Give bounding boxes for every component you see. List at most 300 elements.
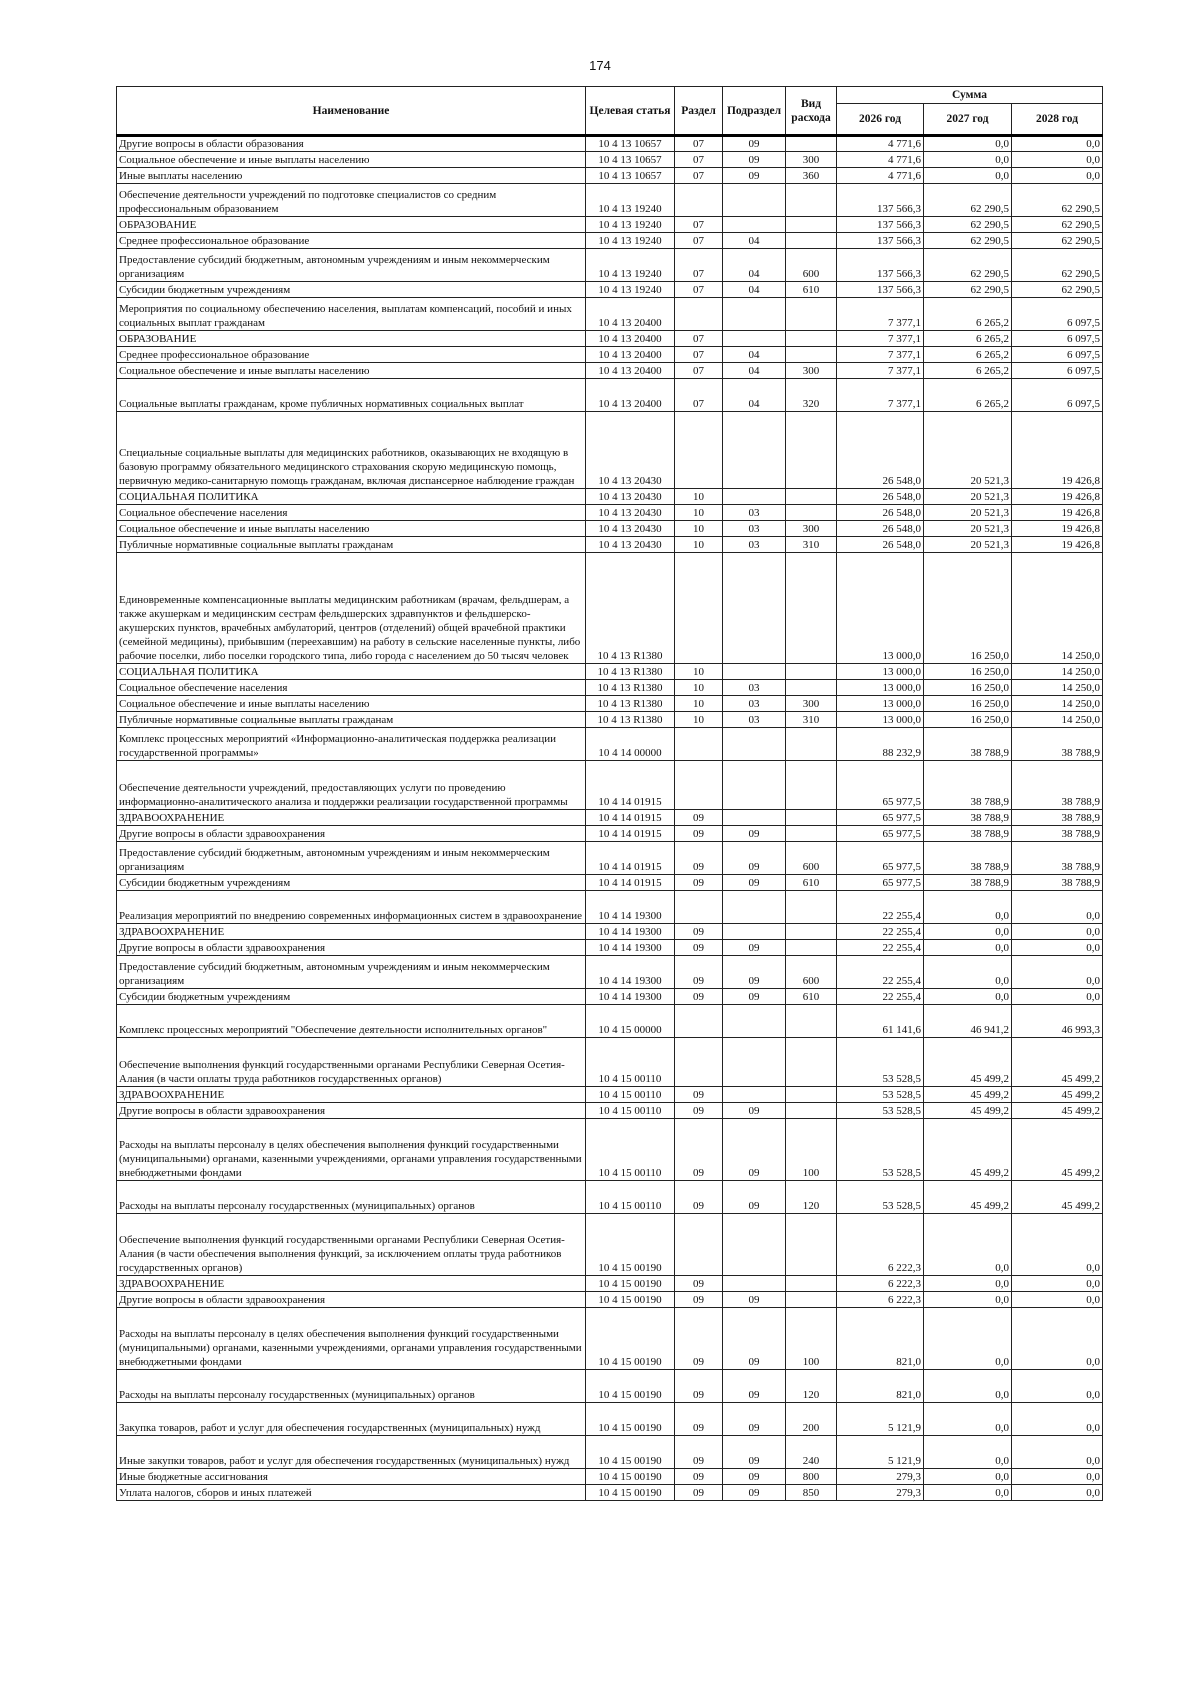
cell-sub: 09	[723, 989, 786, 1005]
table-row	[117, 217, 1103, 233]
cell-v27: 45 499,2	[924, 1119, 1012, 1181]
cell-sub	[723, 761, 786, 810]
cell-v27: 0,0	[924, 168, 1012, 184]
table-row	[117, 1119, 1103, 1181]
cell-typ	[786, 924, 837, 940]
cell-sub	[723, 1087, 786, 1103]
table-row	[117, 1181, 1103, 1214]
cell-v26: 13 000,0	[837, 553, 924, 664]
cell-v26: 5 121,9	[837, 1436, 924, 1469]
cell-sub: 09	[723, 152, 786, 168]
table-row	[117, 712, 1103, 728]
table-row	[117, 233, 1103, 249]
cell-v26: 821,0	[837, 1308, 924, 1370]
cell-v26: 4 771,6	[837, 168, 924, 184]
cell-v27: 0,0	[924, 989, 1012, 1005]
cell-v27: 0,0	[924, 1308, 1012, 1370]
cell-sub: 03	[723, 696, 786, 712]
cell-name: ОБРАЗОВАНИЕ	[117, 331, 586, 347]
cell-code: 10 4 15 00110	[586, 1038, 675, 1087]
cell-v28: 62 290,5	[1012, 233, 1103, 249]
cell-v27: 62 290,5	[924, 249, 1012, 282]
cell-code: 10 4 13 20400	[586, 298, 675, 331]
cell-sec: 09	[675, 1103, 723, 1119]
cell-v28: 45 499,2	[1012, 1181, 1103, 1214]
cell-sub: 09	[723, 1370, 786, 1403]
table-row	[117, 1370, 1103, 1403]
cell-code: 10 4 14 01915	[586, 761, 675, 810]
cell-typ	[786, 412, 837, 489]
table-row	[117, 331, 1103, 347]
cell-name: Социальное обеспечение населения	[117, 505, 586, 521]
cell-code: 10 4 13 10657	[586, 152, 675, 168]
cell-v26: 26 548,0	[837, 521, 924, 537]
cell-typ	[786, 664, 837, 680]
table-row	[117, 956, 1103, 989]
cell-typ	[786, 728, 837, 761]
cell-v28: 6 097,5	[1012, 347, 1103, 363]
cell-code: 10 4 13 19240	[586, 282, 675, 298]
cell-v27: 6 265,2	[924, 331, 1012, 347]
cell-typ	[786, 331, 837, 347]
table-row	[117, 1436, 1103, 1469]
cell-v27: 16 250,0	[924, 553, 1012, 664]
cell-v27: 20 521,3	[924, 537, 1012, 553]
cell-name: Публичные нормативные социальные выплаты гражданам	[117, 537, 586, 553]
cell-v28: 0,0	[1012, 1308, 1103, 1370]
cell-v27: 0,0	[924, 152, 1012, 168]
table-header	[117, 87, 1103, 136]
header-2028: 2028 год	[1012, 104, 1103, 136]
cell-sec: 09	[675, 989, 723, 1005]
cell-sub: 09	[723, 826, 786, 842]
cell-v28: 45 499,2	[1012, 1119, 1103, 1181]
cell-sec: 09	[675, 1403, 723, 1436]
cell-typ	[786, 810, 837, 826]
cell-sec: 07	[675, 282, 723, 298]
cell-v27: 62 290,5	[924, 282, 1012, 298]
cell-v26: 5 121,9	[837, 1403, 924, 1436]
table-row	[117, 875, 1103, 891]
cell-sub	[723, 184, 786, 217]
cell-code: 10 4 13 R1380	[586, 664, 675, 680]
cell-name: Расходы на выплаты персоналу государственных (муниципальных) органов	[117, 1370, 586, 1403]
cell-v26: 13 000,0	[837, 680, 924, 696]
cell-name: Иные закупки товаров, работ и услуг для обеспечения государственных (муниципальных) нужд	[117, 1436, 586, 1469]
cell-v26: 13 000,0	[837, 664, 924, 680]
cell-v27: 6 265,2	[924, 347, 1012, 363]
cell-v28: 0,0	[1012, 1214, 1103, 1276]
cell-code: 10 4 15 00110	[586, 1181, 675, 1214]
cell-code: 10 4 13 20430	[586, 521, 675, 537]
cell-typ: 600	[786, 956, 837, 989]
cell-v26: 137 566,3	[837, 217, 924, 233]
cell-sec	[675, 761, 723, 810]
cell-typ	[786, 1103, 837, 1119]
cell-v26: 88 232,9	[837, 728, 924, 761]
cell-sec	[675, 728, 723, 761]
cell-code: 10 4 13 20400	[586, 363, 675, 379]
cell-code: 10 4 14 19300	[586, 989, 675, 1005]
cell-sec	[675, 891, 723, 924]
cell-sub: 09	[723, 168, 786, 184]
cell-name: Закупка товаров, работ и услуг для обеспечения государственных (муниципальных) нужд	[117, 1403, 586, 1436]
cell-name: Другие вопросы в области здравоохранения	[117, 1292, 586, 1308]
cell-v27: 0,0	[924, 1276, 1012, 1292]
cell-sub: 09	[723, 1308, 786, 1370]
cell-v27: 6 265,2	[924, 363, 1012, 379]
table-row	[117, 1005, 1103, 1038]
cell-v26: 65 977,5	[837, 826, 924, 842]
cell-sub	[723, 728, 786, 761]
cell-v27: 0,0	[924, 1292, 1012, 1308]
header-sum: Сумма	[837, 87, 1103, 104]
cell-code: 10 4 15 00190	[586, 1485, 675, 1501]
cell-name: ЗДРАВООХРАНЕНИЕ	[117, 810, 586, 826]
cell-v28: 38 788,9	[1012, 728, 1103, 761]
cell-v28: 0,0	[1012, 152, 1103, 168]
cell-sec	[675, 553, 723, 664]
cell-sub: 09	[723, 136, 786, 152]
table-row	[117, 1485, 1103, 1501]
cell-name: Комплекс процессных мероприятий "Обеспечение деятельности исполнительных органов"	[117, 1005, 586, 1038]
cell-v27: 0,0	[924, 1469, 1012, 1485]
cell-v26: 61 141,6	[837, 1005, 924, 1038]
cell-v28: 19 426,8	[1012, 505, 1103, 521]
cell-v28: 38 788,9	[1012, 842, 1103, 875]
cell-v27: 46 941,2	[924, 1005, 1012, 1038]
cell-name: Среднее профессиональное образование	[117, 233, 586, 249]
cell-sub: 09	[723, 1403, 786, 1436]
cell-v27: 20 521,3	[924, 521, 1012, 537]
cell-sec: 07	[675, 249, 723, 282]
table-row	[117, 347, 1103, 363]
cell-sec: 07	[675, 347, 723, 363]
cell-name: Обеспечение выполнения функций государственными органами Республики Северная Осетия-Алания (в части обеспечения выполнения функций, за исключением оплаты труда работников государственных органов)	[117, 1214, 586, 1276]
cell-code: 10 4 14 19300	[586, 940, 675, 956]
cell-code: 10 4 13 20430	[586, 489, 675, 505]
cell-v28: 45 499,2	[1012, 1038, 1103, 1087]
cell-typ: 200	[786, 1403, 837, 1436]
cell-typ: 610	[786, 282, 837, 298]
cell-code: 10 4 15 00190	[586, 1308, 675, 1370]
cell-sub: 09	[723, 842, 786, 875]
cell-sec: 10	[675, 505, 723, 521]
cell-code: 10 4 15 00190	[586, 1276, 675, 1292]
table-row	[117, 249, 1103, 282]
cell-v28: 0,0	[1012, 1292, 1103, 1308]
cell-typ: 600	[786, 249, 837, 282]
cell-v27: 62 290,5	[924, 233, 1012, 249]
cell-v26: 7 377,1	[837, 363, 924, 379]
cell-name: Предоставление субсидий бюджетным, автономным учреждениям и иным некоммерческим организациям	[117, 956, 586, 989]
cell-code: 10 4 14 19300	[586, 924, 675, 940]
table-row	[117, 363, 1103, 379]
cell-v27: 0,0	[924, 1370, 1012, 1403]
page-number: 174	[589, 58, 611, 73]
cell-v28: 6 097,5	[1012, 379, 1103, 412]
cell-v26: 7 377,1	[837, 331, 924, 347]
cell-sub: 09	[723, 1436, 786, 1469]
cell-name: Обеспечение выполнения функций государственными органами Республики Северная Осетия-Алания (в части оплаты труда работников государственных органов)	[117, 1038, 586, 1087]
cell-sub	[723, 891, 786, 924]
cell-name: Реализация мероприятий по внедрению современных информационных систем в здравоохранение	[117, 891, 586, 924]
table-row	[117, 505, 1103, 521]
table-row	[117, 1038, 1103, 1087]
cell-name: Расходы на выплаты персоналу в целях обеспечения выполнения функций государственными (муниципальными) органами, казенными учреждениями, органами управления государственными внебюджетными фондами	[117, 1308, 586, 1370]
budget-table	[116, 86, 1103, 1501]
cell-sec: 07	[675, 233, 723, 249]
cell-v28: 0,0	[1012, 1436, 1103, 1469]
cell-sec: 09	[675, 1292, 723, 1308]
table-row	[117, 728, 1103, 761]
cell-code: 10 4 13 20400	[586, 379, 675, 412]
cell-sec: 07	[675, 168, 723, 184]
cell-sec: 07	[675, 136, 723, 152]
cell-v28: 14 250,0	[1012, 664, 1103, 680]
table-row	[117, 136, 1103, 152]
cell-v28: 0,0	[1012, 1276, 1103, 1292]
cell-typ	[786, 1005, 837, 1038]
cell-sec: 09	[675, 1308, 723, 1370]
cell-typ: 100	[786, 1308, 837, 1370]
cell-typ	[786, 505, 837, 521]
cell-sub: 09	[723, 1485, 786, 1501]
cell-code: 10 4 13 20400	[586, 331, 675, 347]
cell-v27: 0,0	[924, 1403, 1012, 1436]
cell-sec: 09	[675, 1087, 723, 1103]
cell-sec: 09	[675, 940, 723, 956]
cell-name: Расходы на выплаты персоналу государственных (муниципальных) органов	[117, 1181, 586, 1214]
cell-name: Уплата налогов, сборов и иных платежей	[117, 1485, 586, 1501]
cell-v28: 62 290,5	[1012, 184, 1103, 217]
cell-typ	[786, 826, 837, 842]
cell-sec: 09	[675, 1436, 723, 1469]
cell-sub	[723, 1214, 786, 1276]
cell-v28: 0,0	[1012, 924, 1103, 940]
cell-v28: 0,0	[1012, 940, 1103, 956]
cell-code: 10 4 13 19240	[586, 184, 675, 217]
cell-typ	[786, 1087, 837, 1103]
cell-v26: 6 222,3	[837, 1276, 924, 1292]
cell-sec: 07	[675, 217, 723, 233]
cell-v27: 0,0	[924, 1436, 1012, 1469]
table-row	[117, 1087, 1103, 1103]
cell-typ: 850	[786, 1485, 837, 1501]
cell-name: Социальное обеспечение и иные выплаты населению	[117, 363, 586, 379]
cell-code: 10 4 14 01915	[586, 875, 675, 891]
table-row	[117, 842, 1103, 875]
cell-name: Комплекс процессных мероприятий «Информационно-аналитическая поддержка реализации государственной программы»	[117, 728, 586, 761]
cell-v28: 38 788,9	[1012, 810, 1103, 826]
cell-code: 10 4 15 00110	[586, 1119, 675, 1181]
cell-code: 10 4 13 20430	[586, 505, 675, 521]
cell-typ	[786, 298, 837, 331]
cell-name: Социальные выплаты гражданам, кроме публичных нормативных социальных выплат	[117, 379, 586, 412]
table-row	[117, 553, 1103, 664]
table-row	[117, 1276, 1103, 1292]
cell-sec: 09	[675, 1119, 723, 1181]
cell-v26: 137 566,3	[837, 184, 924, 217]
cell-sec: 09	[675, 810, 723, 826]
cell-sub	[723, 489, 786, 505]
cell-typ: 320	[786, 379, 837, 412]
cell-v26: 279,3	[837, 1485, 924, 1501]
cell-sub: 04	[723, 233, 786, 249]
table-row	[117, 489, 1103, 505]
cell-sub	[723, 664, 786, 680]
cell-sub: 09	[723, 875, 786, 891]
cell-v28: 19 426,8	[1012, 521, 1103, 537]
cell-v27: 38 788,9	[924, 761, 1012, 810]
table-row	[117, 282, 1103, 298]
cell-v27: 38 788,9	[924, 728, 1012, 761]
cell-name: Другие вопросы в области здравоохранения	[117, 940, 586, 956]
cell-code: 10 4 13 19240	[586, 217, 675, 233]
cell-v28: 0,0	[1012, 1403, 1103, 1436]
table-row	[117, 1469, 1103, 1485]
cell-typ: 360	[786, 168, 837, 184]
cell-sec: 07	[675, 363, 723, 379]
cell-typ: 310	[786, 537, 837, 553]
cell-v28: 6 097,5	[1012, 363, 1103, 379]
cell-sec: 09	[675, 924, 723, 940]
cell-sec: 09	[675, 875, 723, 891]
cell-code: 10 4 15 00110	[586, 1087, 675, 1103]
cell-name: Мероприятия по социальному обеспечению населения, выплатам компенсаций, пособий и иных социальных выплат гражданам	[117, 298, 586, 331]
cell-v27: 0,0	[924, 940, 1012, 956]
cell-v26: 137 566,3	[837, 249, 924, 282]
cell-v28: 14 250,0	[1012, 696, 1103, 712]
cell-sec	[675, 298, 723, 331]
cell-v26: 7 377,1	[837, 298, 924, 331]
cell-sec: 09	[675, 956, 723, 989]
cell-v28: 62 290,5	[1012, 282, 1103, 298]
cell-typ: 120	[786, 1181, 837, 1214]
cell-name: Публичные нормативные социальные выплаты гражданам	[117, 712, 586, 728]
cell-v27: 62 290,5	[924, 217, 1012, 233]
cell-v27: 0,0	[924, 1214, 1012, 1276]
cell-v26: 26 548,0	[837, 412, 924, 489]
cell-v26: 13 000,0	[837, 696, 924, 712]
cell-sec: 10	[675, 521, 723, 537]
cell-v26: 65 977,5	[837, 761, 924, 810]
cell-sub	[723, 1038, 786, 1087]
table-row	[117, 412, 1103, 489]
cell-code: 10 4 15 00190	[586, 1436, 675, 1469]
cell-code: 10 4 15 00190	[586, 1403, 675, 1436]
cell-name: ЗДРАВООХРАНЕНИЕ	[117, 924, 586, 940]
cell-v27: 20 521,3	[924, 489, 1012, 505]
cell-name: Субсидии бюджетным учреждениям	[117, 875, 586, 891]
cell-code: 10 4 15 00110	[586, 1103, 675, 1119]
cell-code: 10 4 15 00190	[586, 1214, 675, 1276]
cell-name: Предоставление субсидий бюджетным, автономным учреждениям и иным некоммерческим организациям	[117, 842, 586, 875]
table-row	[117, 696, 1103, 712]
cell-v28: 0,0	[1012, 136, 1103, 152]
table-row	[117, 891, 1103, 924]
cell-v28: 14 250,0	[1012, 712, 1103, 728]
cell-v27: 62 290,5	[924, 184, 1012, 217]
cell-v26: 53 528,5	[837, 1087, 924, 1103]
cell-typ: 610	[786, 989, 837, 1005]
table-row	[117, 1403, 1103, 1436]
cell-sub: 03	[723, 521, 786, 537]
cell-v27: 16 250,0	[924, 664, 1012, 680]
cell-name: Социальное обеспечение и иные выплаты населению	[117, 521, 586, 537]
cell-v28: 45 499,2	[1012, 1087, 1103, 1103]
table-row	[117, 1214, 1103, 1276]
cell-sec: 10	[675, 664, 723, 680]
header-2026: 2026 год	[837, 104, 924, 136]
cell-sec: 07	[675, 331, 723, 347]
cell-sub	[723, 810, 786, 826]
cell-name: Социальное обеспечение населения	[117, 680, 586, 696]
cell-sec	[675, 1038, 723, 1087]
cell-v26: 53 528,5	[837, 1119, 924, 1181]
cell-v28: 62 290,5	[1012, 249, 1103, 282]
cell-typ: 100	[786, 1119, 837, 1181]
cell-sec: 10	[675, 712, 723, 728]
header-name: Наименование	[117, 87, 586, 136]
header-subsection: Подраздел	[723, 87, 786, 136]
cell-sub	[723, 1005, 786, 1038]
cell-sub: 03	[723, 505, 786, 521]
cell-typ	[786, 347, 837, 363]
cell-code: 10 4 15 00190	[586, 1292, 675, 1308]
cell-v27: 16 250,0	[924, 712, 1012, 728]
cell-typ	[786, 489, 837, 505]
cell-v28: 0,0	[1012, 1469, 1103, 1485]
cell-sub: 04	[723, 249, 786, 282]
cell-sec: 09	[675, 1181, 723, 1214]
cell-v26: 137 566,3	[837, 282, 924, 298]
cell-sub	[723, 1276, 786, 1292]
cell-v26: 65 977,5	[837, 810, 924, 826]
cell-typ: 300	[786, 696, 837, 712]
cell-v26: 53 528,5	[837, 1181, 924, 1214]
cell-v26: 821,0	[837, 1370, 924, 1403]
cell-sec	[675, 1005, 723, 1038]
cell-code: 10 4 13 20430	[586, 412, 675, 489]
cell-v27: 45 499,2	[924, 1087, 1012, 1103]
cell-typ: 310	[786, 712, 837, 728]
cell-sub: 03	[723, 537, 786, 553]
cell-typ	[786, 233, 837, 249]
cell-sub	[723, 298, 786, 331]
cell-typ: 300	[786, 152, 837, 168]
cell-typ: 600	[786, 842, 837, 875]
cell-v26: 279,3	[837, 1469, 924, 1485]
cell-v28: 45 499,2	[1012, 1103, 1103, 1119]
cell-v27: 38 788,9	[924, 826, 1012, 842]
cell-code: 10 4 13 20400	[586, 347, 675, 363]
cell-code: 10 4 13 19240	[586, 249, 675, 282]
cell-typ	[786, 184, 837, 217]
cell-v28: 0,0	[1012, 891, 1103, 924]
cell-sec	[675, 412, 723, 489]
cell-sub: 04	[723, 379, 786, 412]
cell-v26: 7 377,1	[837, 347, 924, 363]
cell-v28: 0,0	[1012, 956, 1103, 989]
cell-typ	[786, 1276, 837, 1292]
cell-name: Другие вопросы в области образования	[117, 136, 586, 152]
table-row	[117, 761, 1103, 810]
cell-sub	[723, 553, 786, 664]
cell-v26: 13 000,0	[837, 712, 924, 728]
cell-typ	[786, 1292, 837, 1308]
cell-v27: 38 788,9	[924, 810, 1012, 826]
